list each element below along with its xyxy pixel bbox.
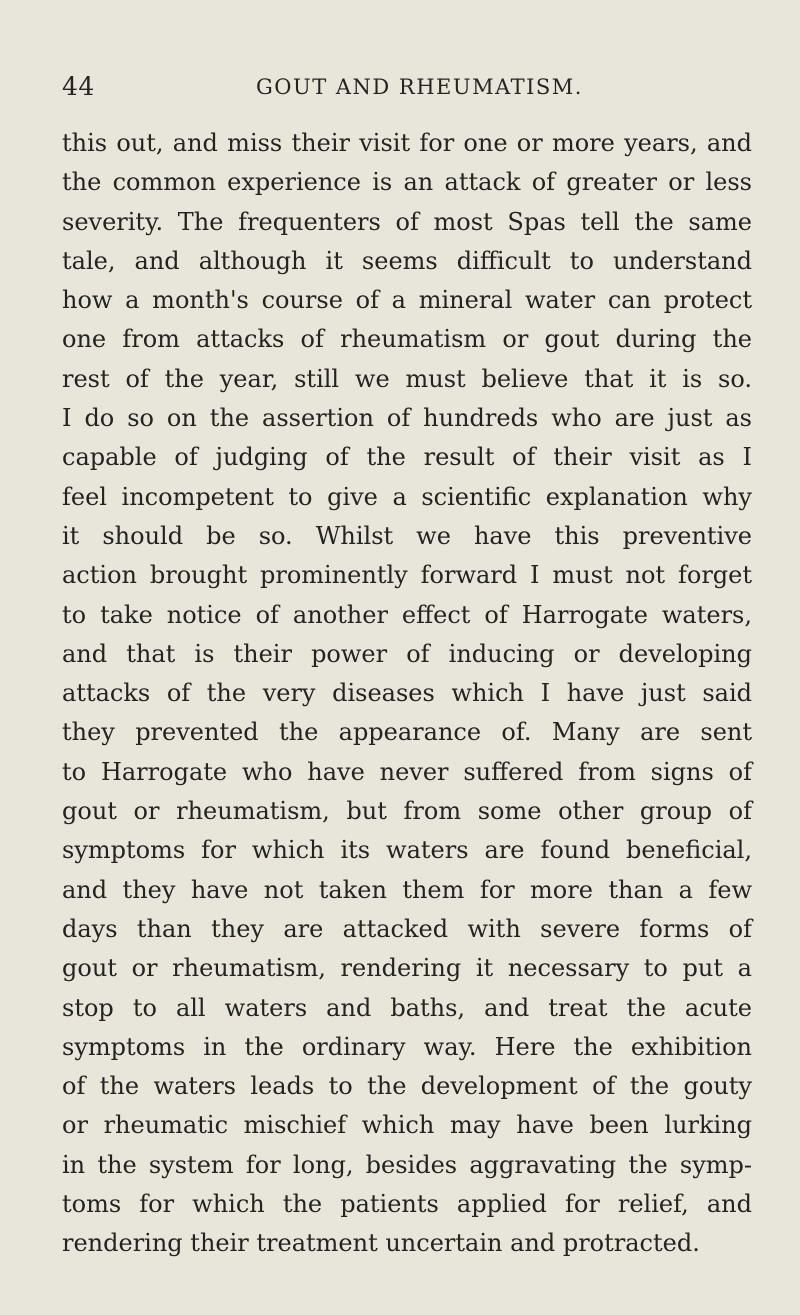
text-line: tale, and although it seems difficult to understand — [62, 246, 752, 275]
text-line: in the system for long, besides aggravating the symp- — [62, 1150, 752, 1179]
text-line: symptoms in the ordinary way. Here the exhibition — [62, 1032, 752, 1061]
text-line: symptoms for which its waters are found beneficial, — [62, 836, 752, 865]
text-line: rendering their treatment uncertain and protracted. — [62, 1229, 700, 1258]
running-title: GOUT AND RHEUMATISM. — [256, 75, 583, 99]
text-line: they prevented the appearance of. Many are sent — [62, 718, 752, 747]
text-line: one from attacks of rheumatism or gout during the — [62, 325, 752, 354]
text-line: how a month's course of a mineral water can protect — [62, 286, 752, 315]
text-line: gout or rheumatism, but from some other group of — [62, 797, 752, 826]
text-line: attacks of the very diseases which I have just said — [62, 679, 752, 708]
text-line: or rheumatic mischief which may have been lurking — [62, 1111, 752, 1140]
text-line: the common experience is an attack of greater or less — [62, 168, 752, 197]
text-line: stop to all waters and baths, and treat the acute — [62, 993, 752, 1022]
text-line: of the waters leads to the development of the gouty — [62, 1072, 752, 1101]
text-line: and that is their power of inducing or developing — [62, 639, 752, 668]
page-header — [62, 72, 742, 112]
text-line: I do so on the assertion of hundreds who are just as — [62, 404, 752, 433]
text-line: to Harrogate who have never suffered from signs of — [62, 757, 752, 786]
text-line: feel incompetent to give a scientific explanation why — [62, 482, 752, 511]
text-line: action brought prominently forward I must not forget — [62, 561, 752, 590]
text-line: toms for which the patients applied for relief, and — [62, 1190, 752, 1219]
text-line: severity. The frequenters of most Spas tell the same — [62, 207, 752, 236]
text-line: rest of the year, still we must believe that it is so. — [62, 364, 752, 393]
text-line: days than they are attacked with severe forms of — [62, 914, 752, 943]
text-line: to take notice of another effect of Harrogate waters, — [62, 600, 752, 629]
text-line: it should be so. Whilst we have this preventive — [62, 521, 752, 550]
text-line: gout or rheumatism, rendering it necessary to put a — [62, 954, 752, 983]
text-line: and they have not taken them for more than a few — [62, 875, 752, 904]
body-paragraph — [62, 124, 752, 1264]
text-line: capable of judging of the result of their visit as I — [62, 443, 752, 472]
text-line: this out, and miss their visit for one or more years, and — [62, 129, 752, 157]
page-number: 44 — [62, 72, 95, 101]
